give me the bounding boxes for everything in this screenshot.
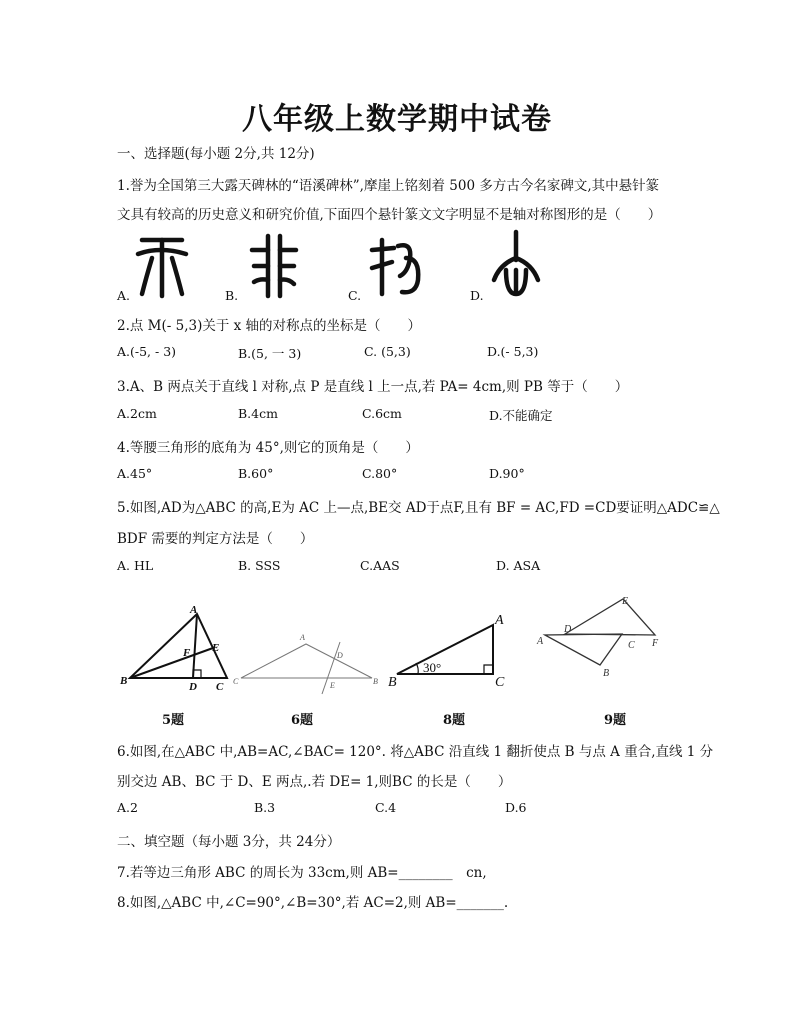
q4-option-a: A.45° bbox=[117, 466, 153, 481]
fig9-label-a: A bbox=[537, 636, 544, 647]
q4-option-d: D.90° bbox=[489, 466, 525, 481]
question-1-line-1: 1.誉为全国第三大露天碑林的“语溪碑林”,摩崖上铭刻着 500 多方古今名家碑文,其中悬针篆 bbox=[117, 178, 660, 194]
question-4: 4.等腰三角形的底角为 45°,则它的顶角是（ ） bbox=[117, 440, 419, 456]
caption-fig5: 5题 bbox=[162, 713, 185, 728]
caption-fig6: 6题 bbox=[291, 713, 314, 728]
fig5-label-e: E bbox=[212, 642, 220, 654]
q1-option-b: B. bbox=[225, 288, 239, 303]
question-2: 2.点 M(- 5,3)关于 x 轴的对称点的坐标是（ ） bbox=[117, 318, 422, 334]
question-8: 8.如图,△ABC 中,∠C=90°,∠B=30°,若 AC=2,则 AB=_______. bbox=[117, 895, 509, 911]
q1-option-d: D. bbox=[470, 288, 484, 303]
fig5-label-b: B bbox=[120, 675, 128, 687]
caption-fig9: 9题 bbox=[604, 713, 627, 728]
q1-option-a: A. bbox=[117, 288, 131, 303]
fig8-label-b: B bbox=[388, 675, 397, 690]
seal-character-c bbox=[372, 240, 418, 294]
q5-option-a: A. HL bbox=[117, 558, 154, 573]
q5-option-b: B. SSS bbox=[238, 558, 281, 573]
fig6-label-c: C bbox=[233, 677, 239, 686]
fig5-label-f: F bbox=[183, 647, 191, 659]
q3-option-d: D.不能确定 bbox=[489, 408, 553, 423]
geometry-figures bbox=[110, 588, 690, 698]
fig8-angle-label: 30° bbox=[423, 660, 442, 675]
question-5-line-1: 5.如图,AD为△ABC 的高,E为 AC 上—点,BE交 AD于点F,且有 BF = AC,FD =CD要证明△ADC≌△ bbox=[117, 500, 720, 516]
section-1-heading: 一、选择题(每小题 2分,共 12分) bbox=[117, 146, 315, 162]
fig8-label-c: C bbox=[495, 675, 505, 690]
q2-option-d: D.(- 5,3) bbox=[487, 344, 539, 359]
q5-option-d: D. ASA bbox=[496, 558, 541, 573]
q2-option-a: A.(-5, - 3) bbox=[117, 344, 177, 359]
fig5-label-c: C bbox=[216, 681, 224, 693]
caption-fig8: 8题 bbox=[443, 713, 466, 728]
q6-option-d: D.6 bbox=[505, 800, 527, 815]
q5-option-c: C.AAS bbox=[360, 558, 400, 573]
q6-option-c: C.4 bbox=[375, 800, 397, 815]
q4-option-b: B.60° bbox=[238, 466, 274, 481]
q1-option-c: C. bbox=[348, 288, 362, 303]
q4-option-c: C.80° bbox=[362, 466, 398, 481]
fig6-label-a: A bbox=[300, 633, 305, 642]
page-title: 八年级上数学期中试卷 bbox=[242, 102, 552, 137]
seal-character-b bbox=[252, 236, 296, 296]
fig9-label-e: E bbox=[622, 596, 629, 607]
figure-8 bbox=[397, 625, 493, 674]
q3-option-b: B.4cm bbox=[238, 406, 278, 421]
q6-option-b: B.3 bbox=[254, 800, 276, 815]
seal-character-a bbox=[138, 240, 186, 296]
fig5-label-d: D bbox=[189, 681, 197, 693]
question-1-line-2: 文具有较高的历史意义和研究价值,下面四个悬针篆文文字明显不是轴对称图形的是（ ） bbox=[117, 207, 662, 223]
fig6-label-d: D bbox=[337, 651, 343, 660]
fig8-label-a: A bbox=[495, 613, 504, 628]
q3-option-c: C.6cm bbox=[362, 406, 402, 421]
figure-9 bbox=[545, 599, 655, 665]
q2-option-b: B.(5, 一 3) bbox=[238, 346, 302, 361]
fig6-label-b: B bbox=[373, 677, 378, 686]
fig9-label-f: F bbox=[652, 638, 659, 649]
fig9-label-b: B bbox=[603, 668, 610, 679]
fig9-label-d: D bbox=[564, 624, 572, 635]
question-6-line-2: 别交边 AB、BC 于 D、E 两点,.若 DE= 1,则BC 的长是（ ） bbox=[117, 774, 512, 790]
fig6-label-e: E bbox=[330, 681, 335, 690]
seal-character-d bbox=[494, 232, 538, 294]
question-5-line-2: BDF 需要的判定方法是（ ） bbox=[117, 531, 314, 547]
fig5-label-a: A bbox=[190, 604, 198, 616]
q3-option-a: A.2cm bbox=[117, 406, 157, 421]
question-3: 3.A、B 两点关于直线 l 对称,点 P 是直线 l 上一点,若 PA= 4cm,则 PB 等于（ ） bbox=[117, 379, 629, 395]
figure-6 bbox=[241, 642, 372, 694]
q6-option-a: A.2 bbox=[117, 800, 138, 815]
fig9-label-c: C bbox=[628, 640, 635, 651]
section-2-heading: 二、填空题（每小题 3分，共 24分） bbox=[117, 834, 341, 850]
question-7: 7.若等边三角形 ABC 的周长为 33cm,则 AB=________ cn, bbox=[117, 865, 487, 881]
q2-option-c: C. (5,3) bbox=[364, 344, 411, 359]
question-6-line-1: 6.如图,在△ABC 中,AB=AC,∠BAC= 120°. 将△ABC 沿直线 1 翻折使点 B 与点 A 重合,直线 1 分 bbox=[117, 744, 714, 760]
